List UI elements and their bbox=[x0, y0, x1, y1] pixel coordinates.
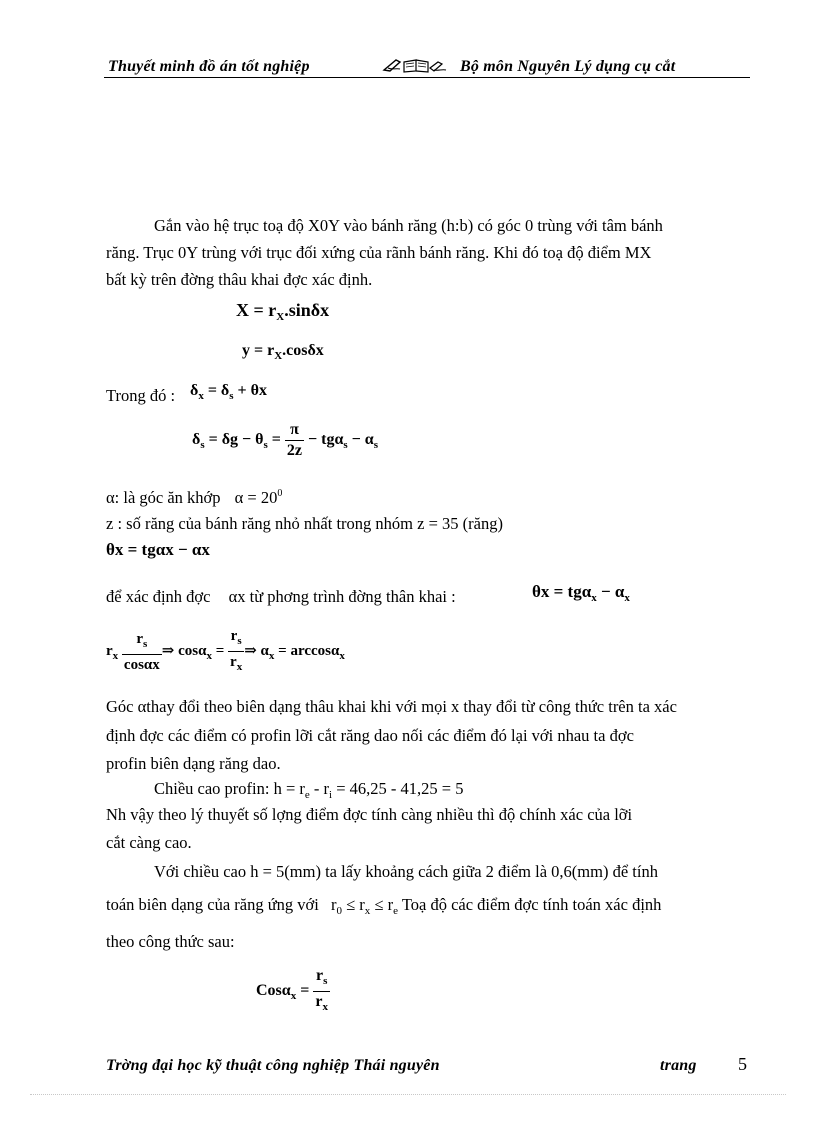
paragraph-1-line-3: bất kỳ trên đờng thâu khai đợc xác định. bbox=[106, 270, 373, 289]
footer-page-number: 5 bbox=[738, 1054, 747, 1074]
equation-theta: θx = tgαx − αx bbox=[106, 540, 210, 559]
equation-arccos-chain: $r_x$ $\frac{r_s}{\cos\alpha x}$ ⇒ cosα$_x$ = $\frac{r_s}{r_x}$ ⇒ $\alpha_x = \arccos\alpha_x$ bbox=[106, 628, 345, 673]
equation-cos-alpha: Cosα$_x$ = $\frac{r_s}{r_x}$ bbox=[256, 967, 328, 1013]
footer-university: Trờng đại học kỹ thuật công nghiệp Thái nguyên bbox=[106, 1057, 440, 1074]
page-bottom-dotted-rule bbox=[30, 1094, 786, 1095]
paragraph-2-line-3: profin biên dạng răng dao. bbox=[106, 754, 281, 773]
paragraph-4-line-2: cắt càng cao. bbox=[106, 833, 192, 852]
equation-delta-x: $\delta_x = \delta_s + \theta x$ bbox=[190, 382, 267, 402]
equation-y: $y = r_X.\cos\delta x$ bbox=[242, 342, 324, 362]
paragraph-2-line-1: Góc αthay đổi theo biên dạng thâu khai khi với mọi x thay đổi từ công thức trên ta xác bbox=[106, 697, 677, 716]
equation-involute: $\theta x = tg\alpha_x - \alpha_x$ bbox=[532, 582, 630, 604]
equation-delta-s: $\delta_s = \delta g - \theta_s$ = $\frac{\pi}{2z}$ − $tg\alpha_s - \alpha_s$ bbox=[192, 421, 378, 459]
paragraph-4-line-1: Nh vậy theo lý thuyết số lợng điểm đợc tính càng nhiều thì độ chính xác của lỡi bbox=[106, 805, 633, 824]
paragraph-5-line-1: Với chiều cao h = 5(mm) ta lấy khoảng cách giữa 2 điểm là 0,6(mm) để tính bbox=[154, 862, 658, 881]
z-definition: z : số răng của bánh răng nhỏ nhất trong nhóm z = 35 (răng) bbox=[106, 514, 503, 533]
footer-page-label: trang bbox=[660, 1057, 697, 1074]
equation-x: $X = r_X.\sin\delta x$ bbox=[236, 300, 330, 323]
header-right-title: Bộ môn Nguyên Lý dụng cụ cắt bbox=[460, 58, 676, 75]
find-alpha-text: để xác định đợc αx từ phơng trình đờng thân khai : bbox=[106, 587, 456, 606]
header-left-title: Thuyết minh đồ án tốt nghiệp bbox=[108, 58, 310, 75]
pi-numerator: π bbox=[285, 420, 304, 441]
two-z-denominator: 2z bbox=[286, 442, 302, 459]
writing-hand-book-icon bbox=[382, 56, 448, 74]
trong-do-label: Trong đó : bbox=[106, 386, 176, 405]
alpha-definition: α: là góc ăn khớp $\alpha = 20^0$ bbox=[106, 488, 283, 507]
paragraph-5-line-2: toán biên dạng của răng ứng với $r_0 \le r_x \le r_e$ Toạ độ các điểm đợc tính toán xác định bbox=[106, 895, 662, 917]
paragraph-2-line-2: định đợc các điểm có profin lỡi cắt răng dao nối các điểm đó lại với nhau ta đợc bbox=[106, 726, 634, 745]
paragraph-1-line-2: răng. Trục 0Y trùng với trục đối xứng của rãnh bánh răng. Khi đó toạ độ điểm MX bbox=[106, 243, 652, 262]
header-rule bbox=[104, 77, 750, 78]
profile-height-line: Chiều cao profin: $h = r_e - r_i = 46,25 - 41,25 = 5$ bbox=[154, 779, 464, 801]
paragraph-1-line-1: Gắn vào hệ trục toạ độ X0Y vào bánh răng (h:b) có góc 0 trùng với tâm bánh bbox=[154, 216, 663, 235]
paragraph-5-line-3: theo công thức sau: bbox=[106, 932, 235, 951]
